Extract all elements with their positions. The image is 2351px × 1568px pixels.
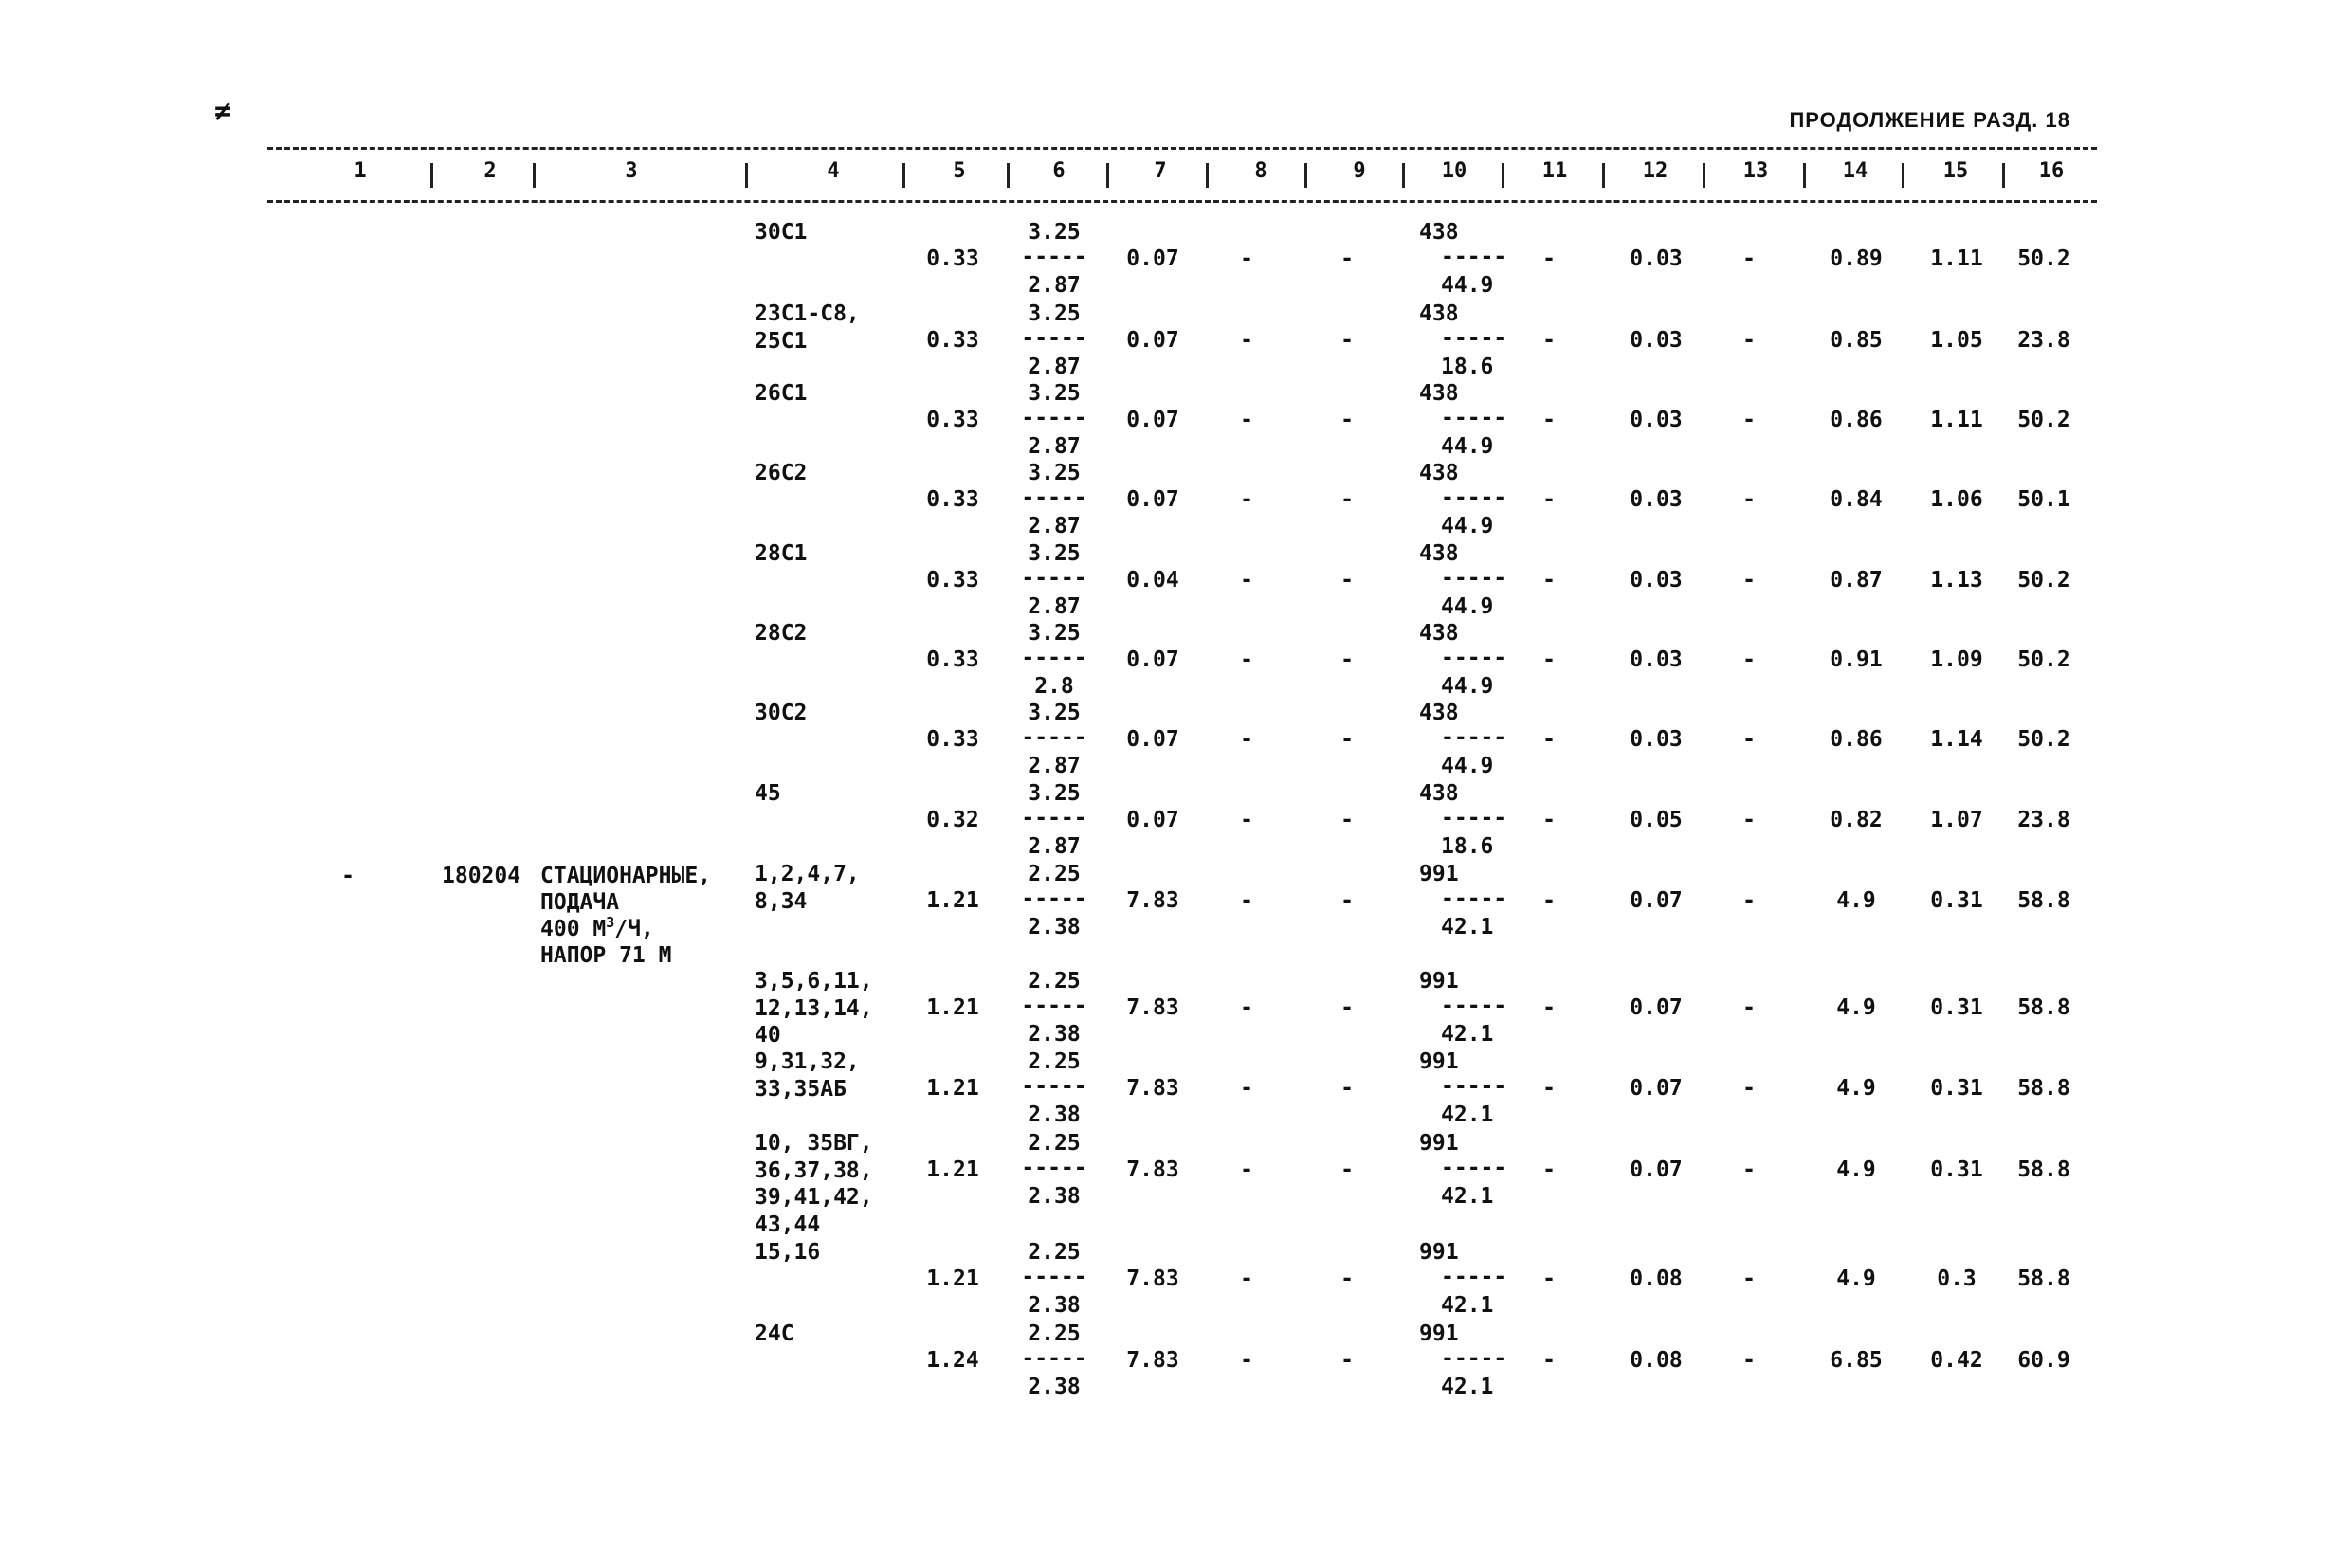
cell-col15: 1.07 xyxy=(1930,808,1983,832)
cell-col13: - xyxy=(1742,888,1756,913)
group-name-flow: 400 М xyxy=(540,917,607,941)
cell-col15: 1.06 xyxy=(1930,487,1983,512)
cell-col14: 0.91 xyxy=(1830,647,1883,672)
cell-col6-numerator: 3.25 xyxy=(1028,621,1081,646)
group-name-unit-tail: /Ч, xyxy=(614,917,654,941)
cell-col13: - xyxy=(1742,568,1756,593)
cell-col14: 0.89 xyxy=(1830,246,1883,271)
cell-col10-numerator: 438 xyxy=(1419,220,1459,245)
cell-col9: - xyxy=(1340,568,1354,593)
cell-col10-denominator: 42.1 xyxy=(1441,1375,1494,1399)
fraction-bar: ----- xyxy=(1441,1074,1507,1099)
cell-col15: 0.31 xyxy=(1930,1076,1983,1101)
cell-col16: 50.2 xyxy=(2017,727,2070,752)
running-head: ПРОДОЛЖЕНИЕ РАЗД. 18 xyxy=(1789,108,2070,132)
cell-col8: - xyxy=(1240,408,1253,432)
cell-col5: 1.21 xyxy=(926,888,979,913)
cell-col10-numerator: 991 xyxy=(1419,1131,1459,1156)
cell-col5: 1.21 xyxy=(926,1158,979,1182)
cell-col16: 50.2 xyxy=(2017,647,2070,672)
cell-col10-numerator: 438 xyxy=(1419,621,1459,646)
cell-col12: 0.07 xyxy=(1630,1076,1683,1101)
cell-col16: 58.8 xyxy=(2017,1267,2070,1291)
cell-col6-numerator: 2.25 xyxy=(1028,1131,1081,1156)
cell-col16: 50.1 xyxy=(2017,487,2070,512)
column-header-12: 12 xyxy=(1642,159,1668,183)
cell-col7: 0.07 xyxy=(1126,727,1179,752)
cell-col5: 0.33 xyxy=(926,328,979,353)
cell-col14: 0.86 xyxy=(1830,408,1883,432)
cell-col7: 7.83 xyxy=(1126,995,1179,1020)
column-header-11: 11 xyxy=(1541,159,1568,183)
column-header-1: 1 xyxy=(354,159,367,183)
cell-col8: - xyxy=(1240,1348,1253,1373)
cell-col10-denominator: 44.9 xyxy=(1441,273,1494,298)
cell-col5: 1.24 xyxy=(926,1348,979,1373)
cell-col6-numerator: 2.25 xyxy=(1028,862,1081,886)
cell-col16: 50.2 xyxy=(2017,246,2070,271)
cell-col12: 0.03 xyxy=(1630,647,1683,672)
row-designation: 10, 35ВГ, 36,37,38, 39,41,42, 43,44 xyxy=(755,1131,873,1237)
cell-col9: - xyxy=(1340,647,1354,672)
cell-col7: 0.07 xyxy=(1126,808,1179,832)
fraction-bar: ----- xyxy=(1021,1074,1087,1099)
cell-col9: - xyxy=(1340,246,1354,271)
fraction-bar: ----- xyxy=(1021,994,1087,1018)
cell-col14: 6.85 xyxy=(1830,1348,1883,1373)
group-name-line-1: СТАЦИОНАРНЫЕ, xyxy=(540,864,712,888)
cell-col15: 1.11 xyxy=(1930,246,1983,271)
cell-col11: - xyxy=(1542,487,1556,512)
fraction-bar: ----- xyxy=(1021,886,1087,911)
cell-col15: 0.31 xyxy=(1930,995,1983,1020)
cell-col9: - xyxy=(1340,808,1354,832)
fraction-bar: ----- xyxy=(1021,485,1087,510)
cell-col6-denominator: 2.38 xyxy=(1028,1022,1081,1047)
column-header-5: 5 xyxy=(953,159,966,183)
cell-col8: - xyxy=(1240,328,1253,353)
cell-col6-numerator: 3.25 xyxy=(1028,381,1081,406)
cell-col10-denominator: 42.1 xyxy=(1441,915,1494,939)
group-name-unit-exponent: 3 xyxy=(606,914,615,931)
column-header-2: 2 xyxy=(483,159,497,183)
fraction-bar: ----- xyxy=(1441,1346,1507,1371)
column-header-8: 8 xyxy=(1254,159,1267,183)
fraction-bar: ----- xyxy=(1441,886,1507,911)
fraction-bar: ----- xyxy=(1441,245,1507,269)
row-designation: 26С2 xyxy=(755,461,808,485)
cell-col11: - xyxy=(1542,1348,1556,1373)
cell-col10-numerator: 991 xyxy=(1419,969,1459,994)
cell-col12: 0.08 xyxy=(1630,1267,1683,1291)
cell-col7: 0.07 xyxy=(1126,328,1179,353)
cell-col14: 0.82 xyxy=(1830,808,1883,832)
cell-col5: 1.21 xyxy=(926,1267,979,1291)
cell-col11: - xyxy=(1542,1267,1556,1291)
column-header-6: 6 xyxy=(1052,159,1066,183)
cell-col10-denominator: 44.9 xyxy=(1441,674,1494,699)
cell-col11: - xyxy=(1542,1076,1556,1101)
cell-col12: 0.07 xyxy=(1630,1158,1683,1182)
cell-col6-numerator: 2.25 xyxy=(1028,1240,1081,1265)
cell-col11: - xyxy=(1542,568,1556,593)
cell-col12: 0.07 xyxy=(1630,888,1683,913)
cell-col12: 0.03 xyxy=(1630,487,1683,512)
row-designation: 45 xyxy=(755,781,781,806)
cell-col9: - xyxy=(1340,995,1354,1020)
cell-col10-denominator: 44.9 xyxy=(1441,514,1494,538)
cell-col7: 0.04 xyxy=(1126,568,1179,593)
cell-col6-numerator: 3.25 xyxy=(1028,461,1081,485)
group-name-line-4: НАПОР 71 М xyxy=(540,943,672,968)
cell-col13: - xyxy=(1742,408,1756,432)
cell-col5: 1.21 xyxy=(926,1076,979,1101)
cell-col10-numerator: 438 xyxy=(1419,781,1459,806)
cell-col7: 0.07 xyxy=(1126,408,1179,432)
cell-col16: 50.2 xyxy=(2017,568,2070,593)
cell-col13: - xyxy=(1742,1348,1756,1373)
cell-col16: 50.2 xyxy=(2017,408,2070,432)
fraction-bar: ----- xyxy=(1021,406,1087,430)
cell-col10-denominator: 42.1 xyxy=(1441,1103,1494,1127)
row-designation: 28С1 xyxy=(755,541,808,566)
cell-col6-denominator: 2.87 xyxy=(1028,514,1081,538)
cell-col16: 23.8 xyxy=(2017,808,2070,832)
cell-col14: 0.85 xyxy=(1830,328,1883,353)
cell-col13: - xyxy=(1742,647,1756,672)
group-name-line-3 xyxy=(540,916,654,942)
cell-col14: 0.86 xyxy=(1830,727,1883,752)
cell-col6-denominator: 2.38 xyxy=(1028,1375,1081,1399)
cell-col16: 58.8 xyxy=(2017,888,2070,913)
cell-col15: 1.11 xyxy=(1930,408,1983,432)
row-designation: 3,5,6,11, 12,13,14, 40 xyxy=(755,969,873,1048)
cell-col9: - xyxy=(1340,328,1354,353)
cell-col14: 4.9 xyxy=(1836,1076,1876,1101)
page-number-mark: ≠ xyxy=(214,95,230,128)
cell-col6-denominator: 2.38 xyxy=(1028,1184,1081,1209)
cell-col15: 1.13 xyxy=(1930,568,1983,593)
cell-col12: 0.03 xyxy=(1630,328,1683,353)
row-designation: 9,31,32, 33,35АБ xyxy=(755,1049,860,1102)
row-designation: 30С1 xyxy=(755,220,808,245)
cell-col10-denominator: 42.1 xyxy=(1441,1184,1494,1209)
fraction-bar: ----- xyxy=(1021,1156,1087,1180)
cell-col5: 0.32 xyxy=(926,808,979,832)
cell-col7: 7.83 xyxy=(1126,1076,1179,1101)
cell-col9: - xyxy=(1340,1267,1354,1291)
fraction-bar: ----- xyxy=(1441,725,1507,750)
cell-col6-numerator: 3.25 xyxy=(1028,541,1081,566)
cell-col10-denominator: 44.9 xyxy=(1441,434,1494,459)
cell-col6-denominator: 2.87 xyxy=(1028,594,1081,619)
cell-col7: 7.83 xyxy=(1126,1267,1179,1291)
cell-col10-numerator: 991 xyxy=(1419,1322,1459,1346)
cell-col6-numerator: 2.25 xyxy=(1028,1049,1081,1074)
cell-col5: 0.33 xyxy=(926,727,979,752)
cell-col10-numerator: 438 xyxy=(1419,461,1459,485)
fraction-bar: ----- xyxy=(1441,646,1507,670)
cell-col6-denominator: 2.87 xyxy=(1028,273,1081,298)
cell-col8: - xyxy=(1240,647,1253,672)
cell-col6-numerator: 3.25 xyxy=(1028,301,1081,326)
cell-col8: - xyxy=(1240,1158,1253,1182)
fraction-bar: ----- xyxy=(1441,994,1507,1018)
cell-col16: 58.8 xyxy=(2017,1158,2070,1182)
cell-col14: 0.84 xyxy=(1830,487,1883,512)
cell-col11: - xyxy=(1542,408,1556,432)
cell-col6-denominator: 2.87 xyxy=(1028,355,1081,379)
cell-col14: 4.9 xyxy=(1836,1158,1876,1182)
cell-col13: - xyxy=(1742,727,1756,752)
cell-col7: 7.83 xyxy=(1126,888,1179,913)
cell-col14: 4.9 xyxy=(1836,995,1876,1020)
cell-col12: 0.08 xyxy=(1630,1348,1683,1373)
fraction-bar: ----- xyxy=(1441,806,1507,830)
cell-col10-numerator: 438 xyxy=(1419,701,1459,725)
cell-col10-numerator: 438 xyxy=(1419,541,1459,566)
cell-col15: 0.3 xyxy=(1937,1267,1977,1291)
cell-col8: - xyxy=(1240,727,1253,752)
cell-col13: - xyxy=(1742,995,1756,1020)
cell-col7: 7.83 xyxy=(1126,1348,1179,1373)
cell-col12: 0.03 xyxy=(1630,246,1683,271)
cell-col13: - xyxy=(1742,808,1756,832)
cell-col11: - xyxy=(1542,995,1556,1020)
cell-col9: - xyxy=(1340,1158,1354,1182)
cell-col14: 4.9 xyxy=(1836,1267,1876,1291)
cell-col13: - xyxy=(1742,1158,1756,1182)
cell-col8: - xyxy=(1240,808,1253,832)
group-code: 180204 xyxy=(442,864,521,888)
cell-col8: - xyxy=(1240,246,1253,271)
cell-col10-denominator: 42.1 xyxy=(1441,1293,1494,1318)
cell-col9: - xyxy=(1340,408,1354,432)
cell-col10-numerator: 991 xyxy=(1419,1049,1459,1074)
cell-col12: 0.03 xyxy=(1630,727,1683,752)
column-header-14: 14 xyxy=(1842,159,1868,183)
cell-col10-numerator: 438 xyxy=(1419,301,1459,326)
cell-col9: - xyxy=(1340,1348,1354,1373)
cell-col15: 1.14 xyxy=(1930,727,1983,752)
cell-col12: 0.03 xyxy=(1630,408,1683,432)
cell-col6-denominator: 2.38 xyxy=(1028,1103,1081,1127)
cell-col11: - xyxy=(1542,328,1556,353)
cell-col16: 60.9 xyxy=(2017,1348,2070,1373)
row-designation: 30С2 xyxy=(755,701,808,725)
column-header-4: 4 xyxy=(827,159,840,183)
row-designation: 28С2 xyxy=(755,621,808,646)
cell-col11: - xyxy=(1542,888,1556,913)
cell-col9: - xyxy=(1340,727,1354,752)
cell-col8: - xyxy=(1240,1076,1253,1101)
column-header-16: 16 xyxy=(2038,159,2065,183)
cell-col5: 0.33 xyxy=(926,246,979,271)
cell-col7: 0.07 xyxy=(1126,246,1179,271)
cell-col11: - xyxy=(1542,647,1556,672)
cell-col16: 23.8 xyxy=(2017,328,2070,353)
cell-col11: - xyxy=(1542,727,1556,752)
cell-col5: 0.33 xyxy=(926,568,979,593)
cell-col7: 0.07 xyxy=(1126,487,1179,512)
cell-col5: 0.33 xyxy=(926,408,979,432)
cell-col5: 1.21 xyxy=(926,995,979,1020)
cell-col8: - xyxy=(1240,487,1253,512)
fraction-bar: ----- xyxy=(1441,566,1507,591)
cell-col9: - xyxy=(1340,1076,1354,1101)
column-header-10: 10 xyxy=(1441,159,1467,183)
row-designation: 23С1-С8, 25С1 xyxy=(755,301,860,354)
cell-col6-numerator: 2.25 xyxy=(1028,1322,1081,1346)
cell-col10-denominator: 18.6 xyxy=(1441,834,1494,859)
column-header-3: 3 xyxy=(625,159,638,183)
fraction-bar: ----- xyxy=(1441,1156,1507,1180)
cell-col5: 0.33 xyxy=(926,647,979,672)
cell-col10-denominator: 44.9 xyxy=(1441,754,1494,778)
column-header-9: 9 xyxy=(1353,159,1366,183)
cell-col11: - xyxy=(1542,808,1556,832)
cell-col15: 1.09 xyxy=(1930,647,1983,672)
cell-col10-numerator: 991 xyxy=(1419,862,1459,886)
fraction-bar: ----- xyxy=(1021,566,1087,591)
fraction-bar: ----- xyxy=(1021,806,1087,830)
cell-col16: 58.8 xyxy=(2017,995,2070,1020)
fraction-bar: ----- xyxy=(1021,245,1087,269)
cell-col8: - xyxy=(1240,888,1253,913)
cell-col6-denominator: 2.38 xyxy=(1028,915,1081,939)
cell-col6-numerator: 3.25 xyxy=(1028,220,1081,245)
cell-col8: - xyxy=(1240,995,1253,1020)
column-header-13: 13 xyxy=(1742,159,1769,183)
cell-col12: 0.07 xyxy=(1630,995,1683,1020)
cell-col13: - xyxy=(1742,246,1756,271)
cell-col14: 4.9 xyxy=(1836,888,1876,913)
cell-col15: 1.05 xyxy=(1930,328,1983,353)
cell-col5: 0.33 xyxy=(926,487,979,512)
cell-col6-denominator: 2.87 xyxy=(1028,754,1081,778)
cell-col9: - xyxy=(1340,487,1354,512)
cell-col13: - xyxy=(1742,487,1756,512)
cell-col6-numerator: 3.25 xyxy=(1028,781,1081,806)
cell-col6-denominator: 2.87 xyxy=(1028,434,1081,459)
cell-col13: - xyxy=(1742,1267,1756,1291)
cell-col12: 0.03 xyxy=(1630,568,1683,593)
cell-col7: 7.83 xyxy=(1126,1158,1179,1182)
cell-col15: 0.31 xyxy=(1930,888,1983,913)
cell-col6-numerator: 3.25 xyxy=(1028,701,1081,725)
fraction-bar: ----- xyxy=(1021,646,1087,670)
fraction-bar: ----- xyxy=(1441,406,1507,430)
fraction-bar: ----- xyxy=(1021,326,1087,351)
cell-col13: - xyxy=(1742,1076,1756,1101)
group-name-line-2: ПОДАЧА xyxy=(540,890,620,915)
column-header-15: 15 xyxy=(1942,159,1969,183)
cell-col10-denominator: 18.6 xyxy=(1441,355,1494,379)
cell-col15: 0.31 xyxy=(1930,1158,1983,1182)
cell-col11: - xyxy=(1542,1158,1556,1182)
cell-col8: - xyxy=(1240,568,1253,593)
group-dash: - xyxy=(341,864,355,888)
cell-col11: - xyxy=(1542,246,1556,271)
row-designation: 15,16 xyxy=(755,1240,821,1265)
cell-col10-numerator: 438 xyxy=(1419,381,1459,406)
fraction-bar: ----- xyxy=(1441,485,1507,510)
cell-col6-numerator: 2.25 xyxy=(1028,969,1081,994)
cell-col16: 58.8 xyxy=(2017,1076,2070,1101)
cell-col13: - xyxy=(1742,328,1756,353)
cell-col9: - xyxy=(1340,888,1354,913)
fraction-bar: ----- xyxy=(1441,326,1507,351)
cell-col7: 0.07 xyxy=(1126,647,1179,672)
column-header-7: 7 xyxy=(1154,159,1167,183)
cell-col6-denominator: 2.38 xyxy=(1028,1293,1081,1318)
fraction-bar: ----- xyxy=(1021,1265,1087,1289)
fraction-bar: ----- xyxy=(1021,725,1087,750)
cell-col12: 0.05 xyxy=(1630,808,1683,832)
row-designation: 1,2,4,7, 8,34 xyxy=(755,862,860,914)
row-designation: 26С1 xyxy=(755,381,808,406)
row-designation: 24С xyxy=(755,1322,794,1346)
fraction-bar: ----- xyxy=(1021,1346,1087,1371)
fraction-bar: ----- xyxy=(1441,1265,1507,1289)
cell-col10-denominator: 44.9 xyxy=(1441,594,1494,619)
cell-col10-denominator: 42.1 xyxy=(1441,1022,1494,1047)
cell-col8: - xyxy=(1240,1267,1253,1291)
cell-col14: 0.87 xyxy=(1830,568,1883,593)
cell-col6-denominator: 2.87 xyxy=(1028,834,1081,859)
cell-col15: 0.42 xyxy=(1930,1348,1983,1373)
cell-col6-denominator: 2.8 xyxy=(1034,674,1074,699)
cell-col10-numerator: 991 xyxy=(1419,1240,1459,1265)
